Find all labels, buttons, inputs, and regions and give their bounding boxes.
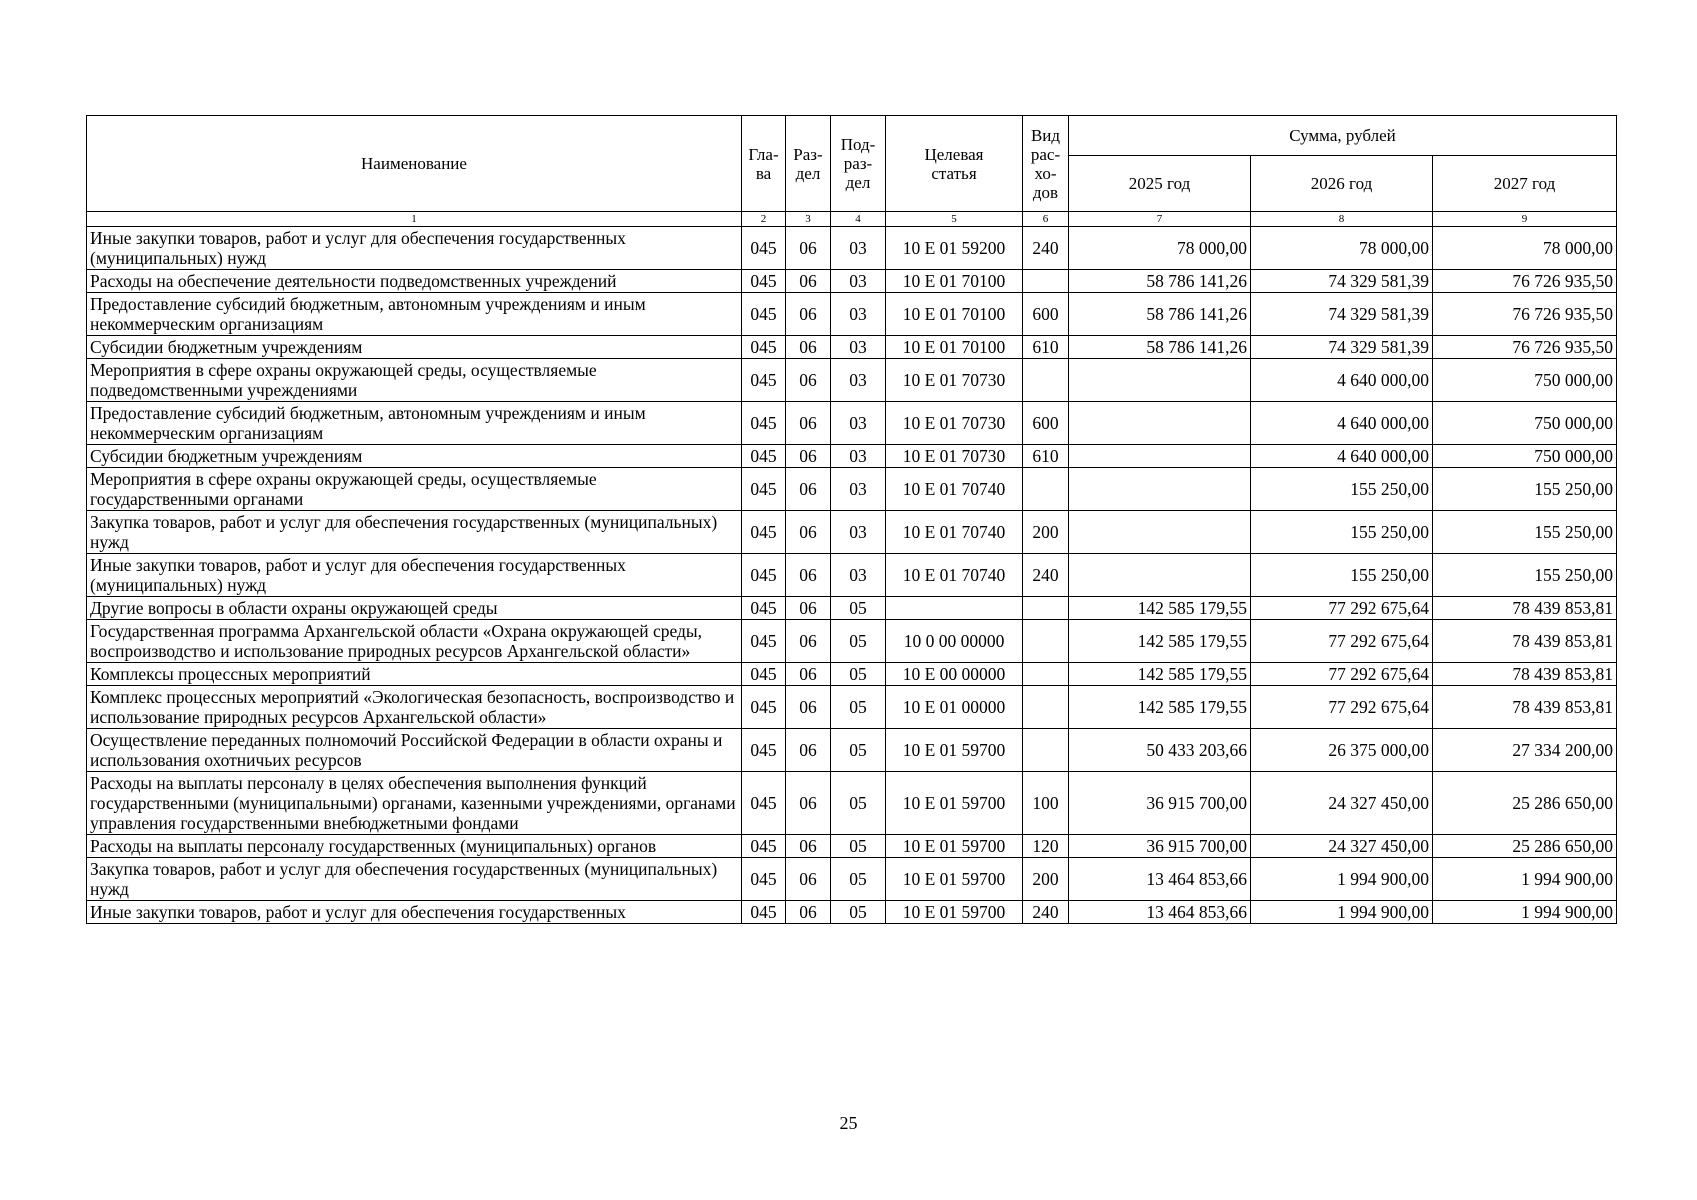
row-podrazdel: 05 [831,772,886,835]
row-name: Комплексы процессных мероприятий [87,663,742,686]
row-sum-2026: 74 329 581,39 [1251,270,1433,293]
row-sum-2027: 1 994 900,00 [1433,901,1617,924]
table-row [87,445,1617,468]
row-sum-2026: 1 994 900,00 [1251,858,1433,901]
row-podrazdel: 03 [831,270,886,293]
header-podrazdel: Под- раз- дел [831,116,886,212]
row-vid-rashodov: 240 [1023,901,1069,924]
row-sum-2026: 1 994 900,00 [1251,901,1433,924]
row-sum-2026: 77 292 675,64 [1251,597,1433,620]
row-glava: 045 [742,511,786,554]
table-row [87,858,1617,901]
row-celevaya-statya: 10 Е 01 59700 [886,772,1023,835]
row-name: Осуществление переданных полномочий Российской Федерации в области охраны и использования охотничьих ресурсов [87,729,742,772]
row-sum-2026: 24 327 450,00 [1251,772,1433,835]
row-name: Предоставление субсидий бюджетным, автономным учреждениям и иным некоммерческим организациям [87,293,742,336]
row-razdel: 06 [786,686,831,729]
row-razdel: 06 [786,468,831,511]
row-celevaya-statya: 10 Е 01 70730 [886,359,1023,402]
row-glava: 045 [742,293,786,336]
row-vid-rashodov [1023,359,1069,402]
row-podrazdel: 05 [831,620,886,663]
row-celevaya-statya: 10 Е 00 00000 [886,663,1023,686]
row-razdel: 06 [786,445,831,468]
row-vid-rashodov [1023,597,1069,620]
row-celevaya-statya: 10 Е 01 70100 [886,293,1023,336]
row-razdel: 06 [786,901,831,924]
row-sum-2026: 4 640 000,00 [1251,445,1433,468]
row-razdel: 06 [786,293,831,336]
row-sum-2027: 76 726 935,50 [1433,270,1617,293]
row-name: Расходы на выплаты персоналу в целях обеспечения выполнения функций государственными (муниципальными) органами, казенными учреждениями, органами управления государственными внебюджетными фондами [87,772,742,835]
row-glava: 045 [742,445,786,468]
row-name: Расходы на обеспечение деятельности подведомственных учреждений [87,270,742,293]
row-razdel: 06 [786,597,831,620]
row-razdel: 06 [786,227,831,270]
column-number: 1 [87,212,742,227]
table-row [87,359,1617,402]
row-glava: 045 [742,772,786,835]
row-sum-2027: 27 334 200,00 [1433,729,1617,772]
column-number: 8 [1251,212,1433,227]
row-sum-2027: 78 439 853,81 [1433,686,1617,729]
row-sum-2026: 4 640 000,00 [1251,402,1433,445]
row-glava: 045 [742,468,786,511]
row-glava: 045 [742,835,786,858]
row-glava: 045 [742,359,786,402]
row-podrazdel: 03 [831,468,886,511]
row-sum-2027: 78 439 853,81 [1433,620,1617,663]
row-podrazdel: 05 [831,663,886,686]
row-sum-2026: 26 375 000,00 [1251,729,1433,772]
row-celevaya-statya: 10 Е 01 70100 [886,336,1023,359]
row-sum-2027: 750 000,00 [1433,402,1617,445]
column-number: 2 [742,212,786,227]
row-podrazdel: 05 [831,597,886,620]
row-name: Мероприятия в сфере охраны окружающей среды, осуществляемые государственными органами [87,468,742,511]
row-razdel: 06 [786,554,831,597]
header-razdel: Раз- дел [786,116,831,212]
row-podrazdel: 05 [831,835,886,858]
table-row [87,620,1617,663]
budget-table [86,115,1617,924]
row-glava: 045 [742,858,786,901]
header-year-2025: 2025 год [1069,156,1251,212]
table-row [87,402,1617,445]
row-celevaya-statya: 10 Е 01 70730 [886,402,1023,445]
row-glava: 045 [742,620,786,663]
table-row [87,554,1617,597]
row-podrazdel: 03 [831,359,886,402]
row-vid-rashodov: 200 [1023,858,1069,901]
row-sum-2027: 25 286 650,00 [1433,772,1617,835]
row-razdel: 06 [786,663,831,686]
row-name: Иные закупки товаров, работ и услуг для обеспечения государственных [87,901,742,924]
row-glava: 045 [742,686,786,729]
row-vid-rashodov [1023,620,1069,663]
row-vid-rashodov [1023,270,1069,293]
row-sum-2027: 78 000,00 [1433,227,1617,270]
table-header [87,116,1617,227]
row-name: Субсидии бюджетным учреждениям [87,445,742,468]
row-sum-2026: 77 292 675,64 [1251,686,1433,729]
row-vid-rashodov [1023,663,1069,686]
document-page [86,115,1616,924]
row-vid-rashodov: 200 [1023,511,1069,554]
row-sum-2027: 750 000,00 [1433,445,1617,468]
row-celevaya-statya: 10 Е 01 70100 [886,270,1023,293]
row-name: Предоставление субсидий бюджетным, автономным учреждениям и иным некоммерческим организациям [87,402,742,445]
row-name: Государственная программа Архангельской области «Охрана окружающей среды, воспроизводство и использование природных ресурсов Архангельской области» [87,620,742,663]
header-year-2026: 2026 год [1251,156,1433,212]
column-number: 9 [1433,212,1617,227]
row-sum-2027: 155 250,00 [1433,511,1617,554]
row-sum-2026: 74 329 581,39 [1251,336,1433,359]
row-vid-rashodov: 610 [1023,336,1069,359]
row-celevaya-statya: 10 Е 01 70730 [886,445,1023,468]
table-row [87,468,1617,511]
row-sum-2025 [1069,554,1251,597]
row-sum-2027: 155 250,00 [1433,554,1617,597]
row-podrazdel: 05 [831,858,886,901]
row-sum-2025: 142 585 179,55 [1069,597,1251,620]
row-vid-rashodov: 100 [1023,772,1069,835]
row-sum-2026: 4 640 000,00 [1251,359,1433,402]
row-glava: 045 [742,554,786,597]
header-vid-rashodov: Вид рас- хо- дов [1023,116,1069,212]
row-podrazdel: 03 [831,554,886,597]
row-sum-2026: 155 250,00 [1251,468,1433,511]
table-row [87,901,1617,924]
row-name: Субсидии бюджетным учреждениям [87,336,742,359]
row-sum-2025 [1069,359,1251,402]
row-razdel: 06 [786,620,831,663]
row-razdel: 06 [786,772,831,835]
header-glava: Гла- ва [742,116,786,212]
row-sum-2027: 78 439 853,81 [1433,663,1617,686]
row-glava: 045 [742,227,786,270]
row-razdel: 06 [786,270,831,293]
row-vid-rashodov: 600 [1023,293,1069,336]
row-name: Иные закупки товаров, работ и услуг для обеспечения государственных (муниципальных) нужд [87,227,742,270]
row-vid-rashodov: 600 [1023,402,1069,445]
row-podrazdel: 05 [831,901,886,924]
page-number: 25 [839,1113,858,1133]
row-razdel: 06 [786,729,831,772]
row-sum-2026: 155 250,00 [1251,554,1433,597]
row-celevaya-statya: 10 Е 01 59700 [886,729,1023,772]
row-sum-2027: 76 726 935,50 [1433,336,1617,359]
row-sum-2027: 1 994 900,00 [1433,858,1617,901]
row-celevaya-statya: 10 Е 01 59700 [886,835,1023,858]
row-name: Комплекс процессных мероприятий «Экологическая безопасность, воспроизводство и использование природных ресурсов Архангельской области» [87,686,742,729]
column-number: 5 [886,212,1023,227]
row-sum-2026: 155 250,00 [1251,511,1433,554]
header-summa: Сумма, рублей [1069,116,1617,156]
row-vid-rashodov [1023,686,1069,729]
table-body [87,227,1617,924]
row-sum-2027: 76 726 935,50 [1433,293,1617,336]
column-number: 6 [1023,212,1069,227]
row-celevaya-statya: 10 Е 01 00000 [886,686,1023,729]
row-vid-rashodov [1023,468,1069,511]
row-vid-rashodov: 240 [1023,227,1069,270]
row-glava: 045 [742,729,786,772]
row-sum-2027: 155 250,00 [1433,468,1617,511]
row-name: Закупка товаров, работ и услуг для обеспечения государственных (муниципальных) нужд [87,511,742,554]
row-sum-2025: 13 464 853,66 [1069,858,1251,901]
row-sum-2027: 750 000,00 [1433,359,1617,402]
table-row [87,511,1617,554]
row-name: Мероприятия в сфере охраны окружающей среды, осуществляемые подведомственными учреждениями [87,359,742,402]
row-sum-2025 [1069,402,1251,445]
row-sum-2025: 142 585 179,55 [1069,620,1251,663]
table-row [87,227,1617,270]
row-glava: 045 [742,402,786,445]
row-razdel: 06 [786,359,831,402]
row-vid-rashodov: 240 [1023,554,1069,597]
row-name: Другие вопросы в области охраны окружающей среды [87,597,742,620]
row-celevaya-statya: 10 Е 01 70740 [886,511,1023,554]
row-sum-2026: 74 329 581,39 [1251,293,1433,336]
row-razdel: 06 [786,336,831,359]
row-celevaya-statya: 10 Е 01 59700 [886,901,1023,924]
row-name: Закупка товаров, работ и услуг для обеспечения государственных (муниципальных) нужд [87,858,742,901]
row-name: Иные закупки товаров, работ и услуг для обеспечения государственных (муниципальных) нужд [87,554,742,597]
header-year-2027: 2027 год [1433,156,1617,212]
row-sum-2025: 78 000,00 [1069,227,1251,270]
row-razdel: 06 [786,858,831,901]
row-glava: 045 [742,663,786,686]
table-row [87,270,1617,293]
row-sum-2025: 36 915 700,00 [1069,772,1251,835]
row-celevaya-statya: 10 Е 01 59200 [886,227,1023,270]
row-sum-2027: 78 439 853,81 [1433,597,1617,620]
row-sum-2027: 25 286 650,00 [1433,835,1617,858]
row-celevaya-statya: 10 Е 01 70740 [886,554,1023,597]
row-sum-2025: 58 786 141,26 [1069,293,1251,336]
row-glava: 045 [742,597,786,620]
row-glava: 045 [742,901,786,924]
row-razdel: 06 [786,402,831,445]
column-numbers-row [87,212,1617,227]
row-sum-2026: 77 292 675,64 [1251,620,1433,663]
row-sum-2025: 142 585 179,55 [1069,663,1251,686]
row-podrazdel: 03 [831,445,886,468]
row-vid-rashodov: 610 [1023,445,1069,468]
row-vid-rashodov: 120 [1023,835,1069,858]
table-row [87,663,1617,686]
row-podrazdel: 03 [831,336,886,359]
row-celevaya-statya: 10 Е 01 70740 [886,468,1023,511]
row-sum-2026: 24 327 450,00 [1251,835,1433,858]
row-podrazdel: 03 [831,511,886,554]
table-row [87,293,1617,336]
row-podrazdel: 05 [831,686,886,729]
row-sum-2026: 78 000,00 [1251,227,1433,270]
row-vid-rashodov [1023,729,1069,772]
column-number: 4 [831,212,886,227]
table-row [87,772,1617,835]
table-row [87,729,1617,772]
row-sum-2025: 58 786 141,26 [1069,270,1251,293]
header-celevaya-statya: Целевая статья [886,116,1023,212]
row-sum-2025: 36 915 700,00 [1069,835,1251,858]
table-row [87,597,1617,620]
row-sum-2025 [1069,445,1251,468]
table-row [87,686,1617,729]
row-podrazdel: 03 [831,227,886,270]
table-row [87,336,1617,359]
row-glava: 045 [742,336,786,359]
row-sum-2025: 50 433 203,66 [1069,729,1251,772]
row-sum-2025: 58 786 141,26 [1069,336,1251,359]
row-sum-2025: 142 585 179,55 [1069,686,1251,729]
row-sum-2026: 77 292 675,64 [1251,663,1433,686]
row-razdel: 06 [786,511,831,554]
row-sum-2025 [1069,511,1251,554]
row-podrazdel: 05 [831,729,886,772]
row-celevaya-statya: 10 Е 01 59700 [886,858,1023,901]
row-razdel: 06 [786,835,831,858]
row-glava: 045 [742,270,786,293]
row-celevaya-statya: 10 0 00 00000 [886,620,1023,663]
row-podrazdel: 03 [831,293,886,336]
row-name: Расходы на выплаты персоналу государственных (муниципальных) органов [87,835,742,858]
column-number: 7 [1069,212,1251,227]
row-sum-2025: 13 464 853,66 [1069,901,1251,924]
column-number: 3 [786,212,831,227]
row-sum-2025 [1069,468,1251,511]
table-row [87,835,1617,858]
header-name: Наименование [87,116,742,212]
row-celevaya-statya [886,597,1023,620]
row-podrazdel: 03 [831,402,886,445]
